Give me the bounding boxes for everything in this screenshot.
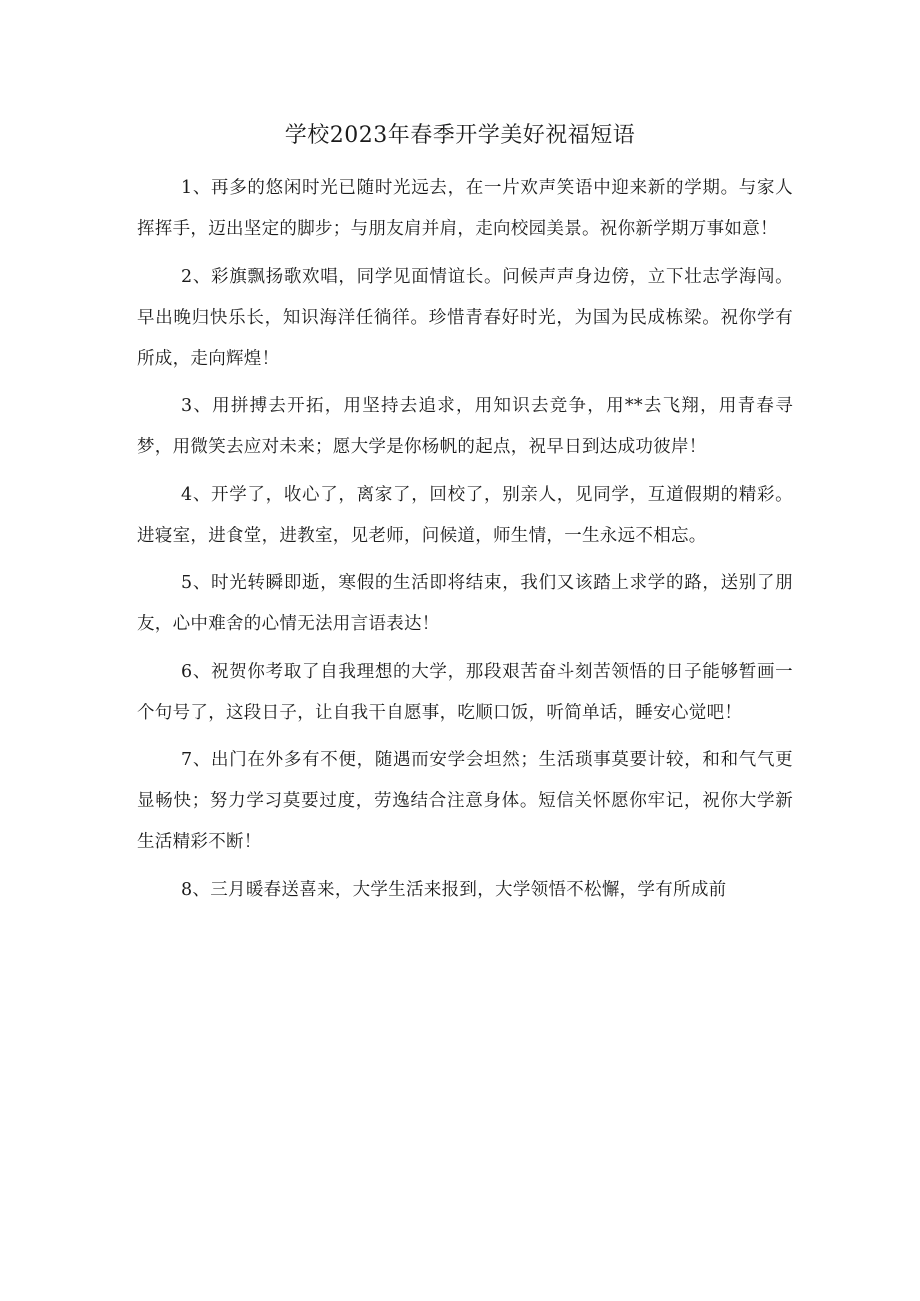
paragraph-5: 5、时光转瞬即逝，寒假的生活即将结束，我们又该踏上求学的路，送别了朋友，心中难舍的心情无法用言语表达！: [137, 573, 793, 634]
paragraph-8: 8、三月暖春送喜来，大学生活来报到，大学领悟不松懈，学有所成前: [181, 879, 727, 900]
paragraph-2: 2、彩旗飘扬歌欢唱，同学见面情谊长。问候声声身边傍，立下壮志学海闯。早出晚归快乐长，知识海洋任徜徉。珍惜青春好时光，为国为民成栋梁。祝你学有所成，走向辉煌！: [137, 266, 793, 369]
document-title: 学校2023年春季开学美好祝福短语: [284, 123, 636, 148]
paragraph-3: 3、用拼搏去开拓，用坚持去追求，用知识去竞争，用**去飞翔，用青春寻梦，用微笑去应对未来；愿大学是你杨帆的起点，祝早日到达成功彼岸！: [137, 396, 793, 457]
document-body: [137, 168, 793, 917]
paragraph-4: 4、开学了，收心了，离家了，回校了，别亲人，见同学，互道假期的精彩。进寝室，进食堂，进教室，见老师，问候道，师生情，一生永远不相忘。: [137, 484, 793, 546]
paragraph-1: 1、再多的悠闲时光已随时光远去，在一片欢声笑语中迎来新的学期。与家人挥挥手，迈出坚定的脚步；与朋友肩并肩，走向校园美景。祝你新学期万事如意！: [137, 178, 793, 239]
paragraph-6: 6、祝贺你考取了自我理想的大学，那段艰苦奋斗刻苦领悟的日子能够暂画一个句号了，这段日子，让自我干自愿事，吃顺口饭，听简单话，睡安心觉吧！: [137, 661, 793, 723]
paragraph-7: 7、出门在外多有不便，随遇而安学会坦然；生活琐事莫要计较，和和气气更显畅快；努力学习莫要过度，劳逸结合注意身体。短信关怀愿你牢记，祝你大学新生活精彩不断！: [137, 750, 793, 852]
